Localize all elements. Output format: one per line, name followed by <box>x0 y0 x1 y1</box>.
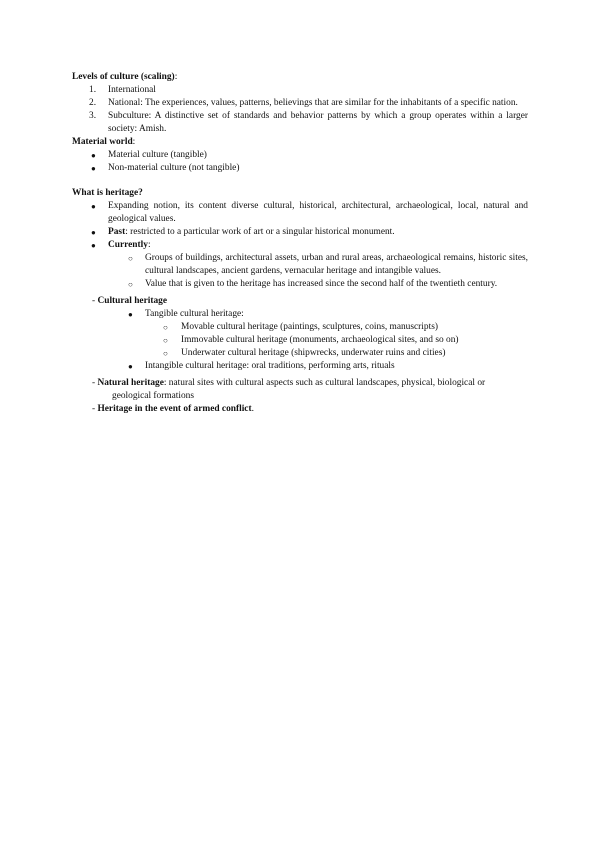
list-item <box>72 162 528 175</box>
list-text: Currently: <box>108 240 151 250</box>
list-number: 3. <box>89 111 97 121</box>
list-item <box>72 226 528 239</box>
list-text: Movable cultural heritage (paintings, sculptures, coins, manuscripts) <box>181 322 438 332</box>
levels-heading: Levels of culture (scaling): <box>72 72 178 82</box>
circle-bullet-icon: ○ <box>128 280 133 289</box>
list-text: Intangible cultural heritage: oral traditions, performing arts, rituals <box>145 361 395 371</box>
bullet-icon: ● <box>128 362 133 371</box>
list-text: Immovable cultural heritage (monuments, archaeological sites, and so on) <box>181 335 459 345</box>
list-item <box>72 278 528 291</box>
list-text: Expanding notion, its content diverse cultural, historical, architectural, archaeological, local, natural and geological values. <box>108 201 528 224</box>
list-item <box>72 84 528 97</box>
list-item <box>72 200 528 226</box>
document-body <box>72 71 528 416</box>
bullet-icon: ● <box>91 202 96 211</box>
list-text: Non-material culture (not tangible) <box>108 163 240 173</box>
list-text: Past: restricted to a particular work of art or a singular historical monument. <box>108 227 395 237</box>
list-text: Groups of buildings, architectural assets, urban and rural areas, archaeological remains, historic sites, cultural landscapes, ancient gardens, vernacular heritage and intangible values. <box>145 253 528 276</box>
list-text: Material culture (tangible) <box>108 150 207 160</box>
list-item <box>72 110 528 136</box>
list-item <box>72 252 528 278</box>
list-item <box>72 97 528 110</box>
list-item <box>72 334 528 347</box>
circle-bullet-icon: ○ <box>163 336 168 345</box>
list-item <box>72 360 528 373</box>
list-item <box>72 308 528 321</box>
circle-bullet-icon: ○ <box>163 323 168 332</box>
list-text: Tangible cultural heritage: <box>145 309 244 319</box>
circle-bullet-icon: ○ <box>128 254 133 263</box>
heritage-heading: What is heritage? <box>72 188 143 198</box>
list-number: 2. <box>89 98 97 108</box>
list-item <box>72 321 528 334</box>
natural-heritage-paragraph: - Natural heritage: natural sites with cultural aspects such as cultural landscapes, physical, biological or geological formations <box>92 378 486 401</box>
cultural-heritage-heading: - Cultural heritage <box>92 296 167 306</box>
armed-conflict-heading: - Heritage in the event of armed conflict. <box>92 404 254 414</box>
list-item <box>72 149 528 162</box>
list-text: Value that is given to the heritage has increased since the second half of the twentieth century. <box>145 279 498 289</box>
list-text: International <box>108 85 156 95</box>
material-heading: Material world: <box>72 137 136 147</box>
bullet-icon: ● <box>128 310 133 319</box>
list-text: Subculture: A distinctive set of standards and behavior patterns by which a group operates within a larger society: Amish. <box>108 111 528 134</box>
bullet-icon: ● <box>91 151 96 160</box>
bullet-icon: ● <box>91 164 96 173</box>
bullet-icon: ● <box>91 241 96 250</box>
list-item <box>72 347 528 360</box>
list-text: National: The experiences, values, patterns, believings that are similar for the inhabitants of a specific nation. <box>108 98 518 108</box>
circle-bullet-icon: ○ <box>163 349 168 358</box>
list-item <box>72 239 528 252</box>
list-text: Underwater cultural heritage (shipwrecks, underwater ruins and cities) <box>181 348 446 358</box>
bullet-icon: ● <box>91 228 96 237</box>
list-number: 1. <box>89 85 97 95</box>
